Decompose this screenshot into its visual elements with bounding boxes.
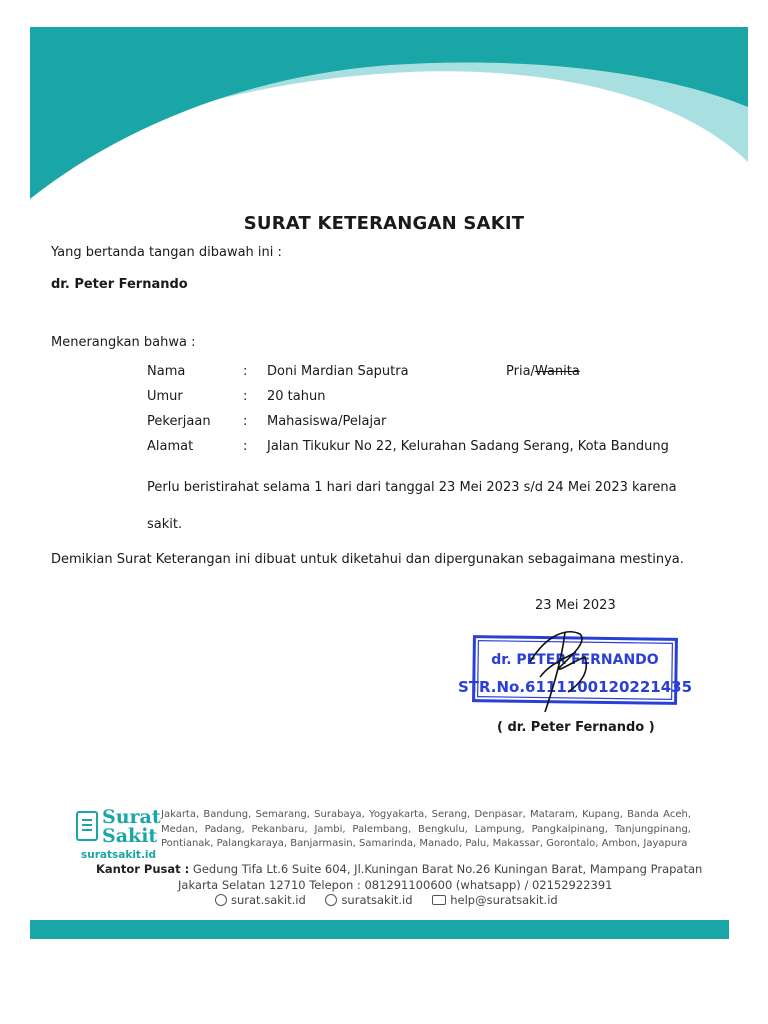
footer — [73, 802, 703, 912]
rest-text-line2: sakit. — [147, 517, 183, 532]
instagram-contact — [325, 893, 412, 907]
facebook-icon — [215, 894, 227, 906]
field-colon: : — [243, 439, 248, 454]
logo-domain: suratsakit.id — [81, 849, 157, 861]
intro-text: Yang bertanda tangan dibawah ini : — [51, 245, 282, 260]
office-address-line2: Jakarta Selatan 12710 Telepon : 081291100600 (whatsapp) / 02152922391 — [178, 878, 613, 892]
city-list: Jakarta, Bandung, Semarang, Surabaya, Yogyakarta, Serang, Denpasar, Mataram, Kupang, Banda Aceh, Medan, Padang, Pekanbaru, Jambi, Palembang, Bengkulu, Lampung, Pangkalpinang, Tanjungpinang, Pontianak, Palangkaraya, Banjarmasin, Samarinda, Manado, Palu, Makassar, Gorontalo, Ambon, Jayapura — [161, 809, 691, 849]
logo-word-surat: Surat — [102, 806, 161, 828]
handwritten-signature — [510, 622, 600, 717]
rest-text-line1: Perlu beristirahat selama 1 hari dari tanggal 23 Mei 2023 s/d 24 Mei 2023 karena — [147, 480, 677, 495]
signature-name: ( dr. Peter Fernando ) — [497, 720, 655, 735]
gender — [506, 364, 580, 379]
stamp-line1: dr. PETER FERNANDO — [491, 652, 659, 668]
field-label: Umur — [147, 389, 183, 404]
closing-text: Demikian Surat Keterangan ini dibuat untuk diketahui dan dipergunakan sebagaimana mestinya. — [51, 552, 684, 567]
facebook-handle: surat.sakit.id — [231, 893, 306, 907]
office-address-line1 — [96, 862, 702, 876]
email-contact — [432, 893, 557, 907]
field-value: Jalan Tikukur No 22, Kelurahan Sadang Serang, Kota Bandung — [267, 439, 669, 454]
logo-word-sakit: Sakit — [102, 825, 158, 847]
doctor-name: dr. Peter Fernando — [51, 277, 188, 292]
instagram-icon — [325, 894, 337, 906]
stamp-line2: STR.No.6111100120221435 — [457, 678, 693, 696]
contact-row — [215, 893, 574, 907]
document-icon — [76, 811, 98, 841]
field-colon: : — [243, 389, 248, 404]
gender-male: Pria/ — [506, 364, 535, 379]
field-colon: : — [243, 364, 248, 379]
field-label: Pekerjaan — [147, 414, 211, 429]
field-colon: : — [243, 414, 248, 429]
states-text: Menerangkan bahwa : — [51, 335, 196, 350]
office-address1: Gedung Tifa Lt.6 Suite 604, Jl.Kuningan Barat No.26 Kuningan Barat, Mampang Prapatan — [189, 862, 703, 876]
field-value: Doni Mardian Saputra — [267, 364, 409, 379]
field-label: Alamat — [147, 439, 194, 454]
surat-sakit-logo — [76, 806, 161, 868]
header-wave-decoration — [30, 27, 748, 199]
footer-bar — [30, 920, 729, 939]
field-value: 20 tahun — [267, 389, 326, 404]
facebook-contact — [215, 893, 306, 907]
email-address: help@suratsakit.id — [450, 893, 558, 907]
mail-icon — [432, 895, 446, 905]
field-label: Nama — [147, 364, 186, 379]
office-label: Kantor Pusat : — [96, 862, 190, 876]
instagram-handle: suratsakit.id — [341, 893, 413, 907]
gender-female-struck: Wanita — [534, 364, 580, 379]
field-value: Mahasiswa/Pelajar — [267, 414, 387, 429]
document-title: SURAT KETERANGAN SAKIT — [243, 213, 525, 234]
letter-date: 23 Mei 2023 — [535, 598, 616, 613]
